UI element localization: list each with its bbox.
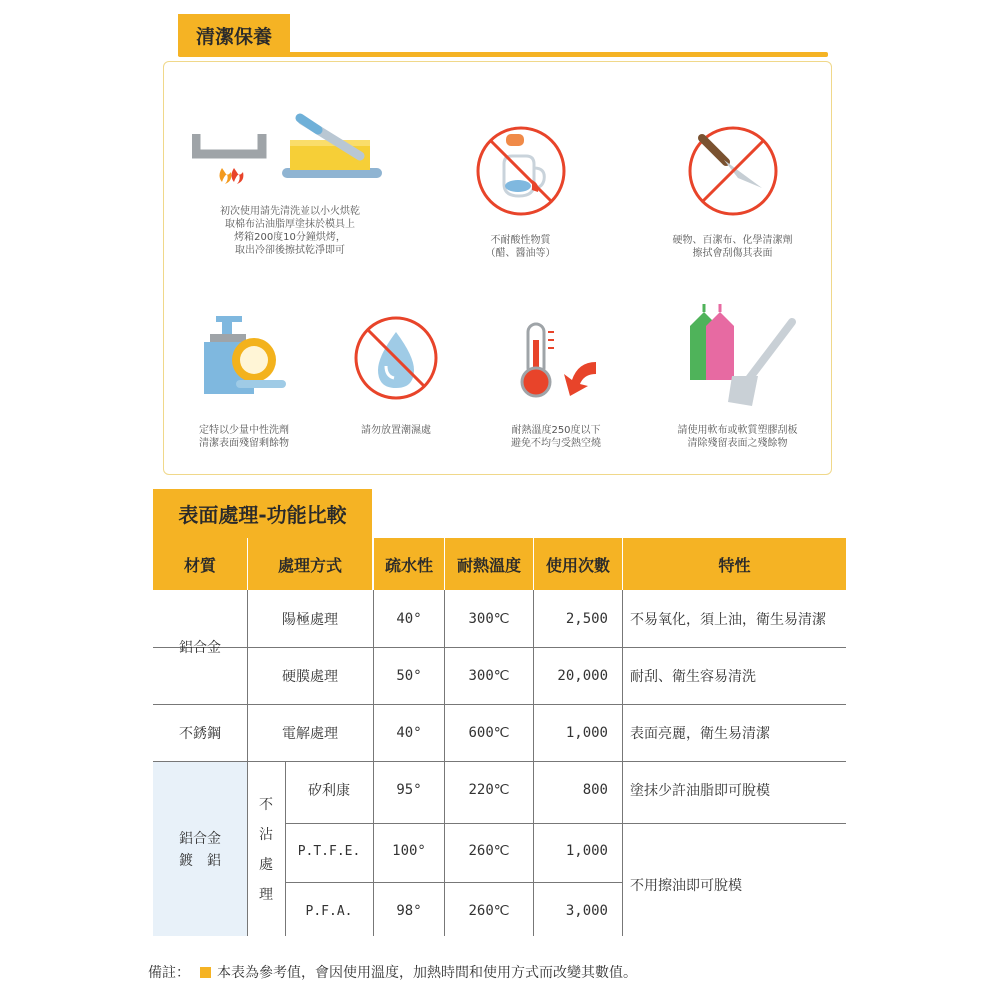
no-hard-objects-icon — [686, 124, 780, 218]
material-cell: 鋁合金 鍍 鋁 — [179, 831, 221, 869]
uses-cell: 2,500 — [565, 611, 608, 627]
method-cell: 電解處理 — [282, 726, 338, 742]
grid-line — [285, 882, 622, 883]
nonstick-label: 不 沾 處 理 — [259, 797, 273, 903]
care-caption-6: 耐熱溫度250度以下 避免不均勻受熱空燒 — [511, 425, 601, 449]
uses-cell: 1,000 — [565, 725, 608, 741]
care-caption-2: 不耐酸性物質 （醋、醬油等） — [485, 235, 556, 259]
method-cell: P.T.F.E. — [297, 843, 361, 859]
footnote-bullet-icon — [200, 967, 211, 978]
grid-line — [153, 647, 846, 648]
uses-cell: 20,000 — [557, 668, 608, 684]
grid-line — [622, 590, 623, 936]
header-material: 材質 — [153, 538, 247, 590]
heat-temp-cell: 600℃ — [468, 725, 510, 741]
heat-temp-cell: 260℃ — [468, 903, 510, 919]
oven-mold-butter-icon — [192, 112, 384, 188]
feature-cell: 塗抹少許油脂即可脫模 — [630, 783, 770, 799]
hydrophobic-cell: 40° — [396, 611, 422, 627]
header-heat-temp: 耐熱溫度 — [445, 538, 533, 590]
grid-line — [153, 761, 846, 762]
grid-line — [285, 823, 846, 824]
hydrophobic-cell: 100° — [392, 843, 426, 859]
care-caption-5: 請勿放置潮濕處 — [361, 425, 431, 436]
uses-cell: 1,000 — [565, 843, 608, 859]
material-cell: 鋁合金 — [179, 640, 221, 656]
footnote-label: 備註： — [148, 965, 190, 981]
no-moisture-icon — [352, 314, 440, 402]
cloth-spatula-icon — [684, 304, 800, 408]
hydrophobic-cell: 98° — [396, 903, 422, 919]
material-cell: 不銹鋼 — [179, 726, 221, 742]
heat-temp-cell: 300℃ — [468, 611, 510, 627]
feature-cell-merged: 不用擦油即可脫模 — [630, 878, 742, 894]
heat-temp-cell: 220℃ — [468, 782, 510, 798]
care-caption-1: 初次使用請先清洗並以小火烘乾 取棉布沾油脂厚塗抹於模具上 烤箱200度10分鐘烘烤， 取出冷卻後擦拭乾淨即可 — [220, 206, 360, 256]
heat-temp-cell: 260℃ — [468, 843, 510, 859]
hydrophobic-cell: 95° — [396, 782, 422, 798]
footnote-text: 本表為參考值，會因使用溫度，加熱時間和使用方式而改變其數值。 — [217, 965, 637, 981]
care-caption-3: 硬物、百潔布、化學清潔劑 擦拭會刮傷其表面 — [672, 235, 793, 259]
grid-line — [444, 590, 445, 936]
care-section-title: 清潔保養 — [178, 14, 290, 56]
method-cell: 陽極處理 — [282, 612, 338, 628]
method-cell: 硬膜處理 — [282, 669, 338, 685]
method-cell: 矽利康 — [308, 783, 350, 799]
care-title-rule — [178, 52, 828, 57]
feature-cell: 不易氧化，須上油，衛生易清潔 — [630, 612, 826, 628]
header-uses: 使用次數 — [534, 538, 622, 590]
uses-cell: 3,000 — [565, 903, 608, 919]
detergent-bottle-icon — [200, 316, 292, 398]
hydrophobic-cell: 50° — [396, 668, 422, 684]
uses-cell: 800 — [582, 782, 608, 798]
grid-line — [153, 704, 846, 705]
header-features: 特性 — [623, 538, 846, 590]
care-caption-4: 定特以少量中性洗劑 清潔表面殘留剩餘物 — [199, 425, 289, 449]
grid-line — [373, 590, 374, 936]
method-cell: P.F.A. — [305, 903, 353, 919]
header-hydrophobic: 疏水性 — [374, 538, 444, 590]
no-acid-icon — [474, 124, 568, 218]
thermometer-icon — [516, 322, 602, 400]
grid-line — [533, 590, 534, 936]
footnote — [148, 962, 637, 982]
header-method: 處理方式 — [248, 538, 372, 590]
compare-section-title: 表面處理-功能比較 — [153, 489, 372, 538]
heat-temp-cell: 300℃ — [468, 668, 510, 684]
feature-cell: 耐刮、衛生容易清洗 — [630, 669, 756, 685]
care-caption-7: 請使用軟布或軟質塑膠刮板 清除殘留表面之殘餘物 — [677, 425, 798, 449]
hydrophobic-cell: 40° — [396, 725, 422, 741]
feature-cell: 表面亮麗，衛生易清潔 — [630, 726, 770, 742]
